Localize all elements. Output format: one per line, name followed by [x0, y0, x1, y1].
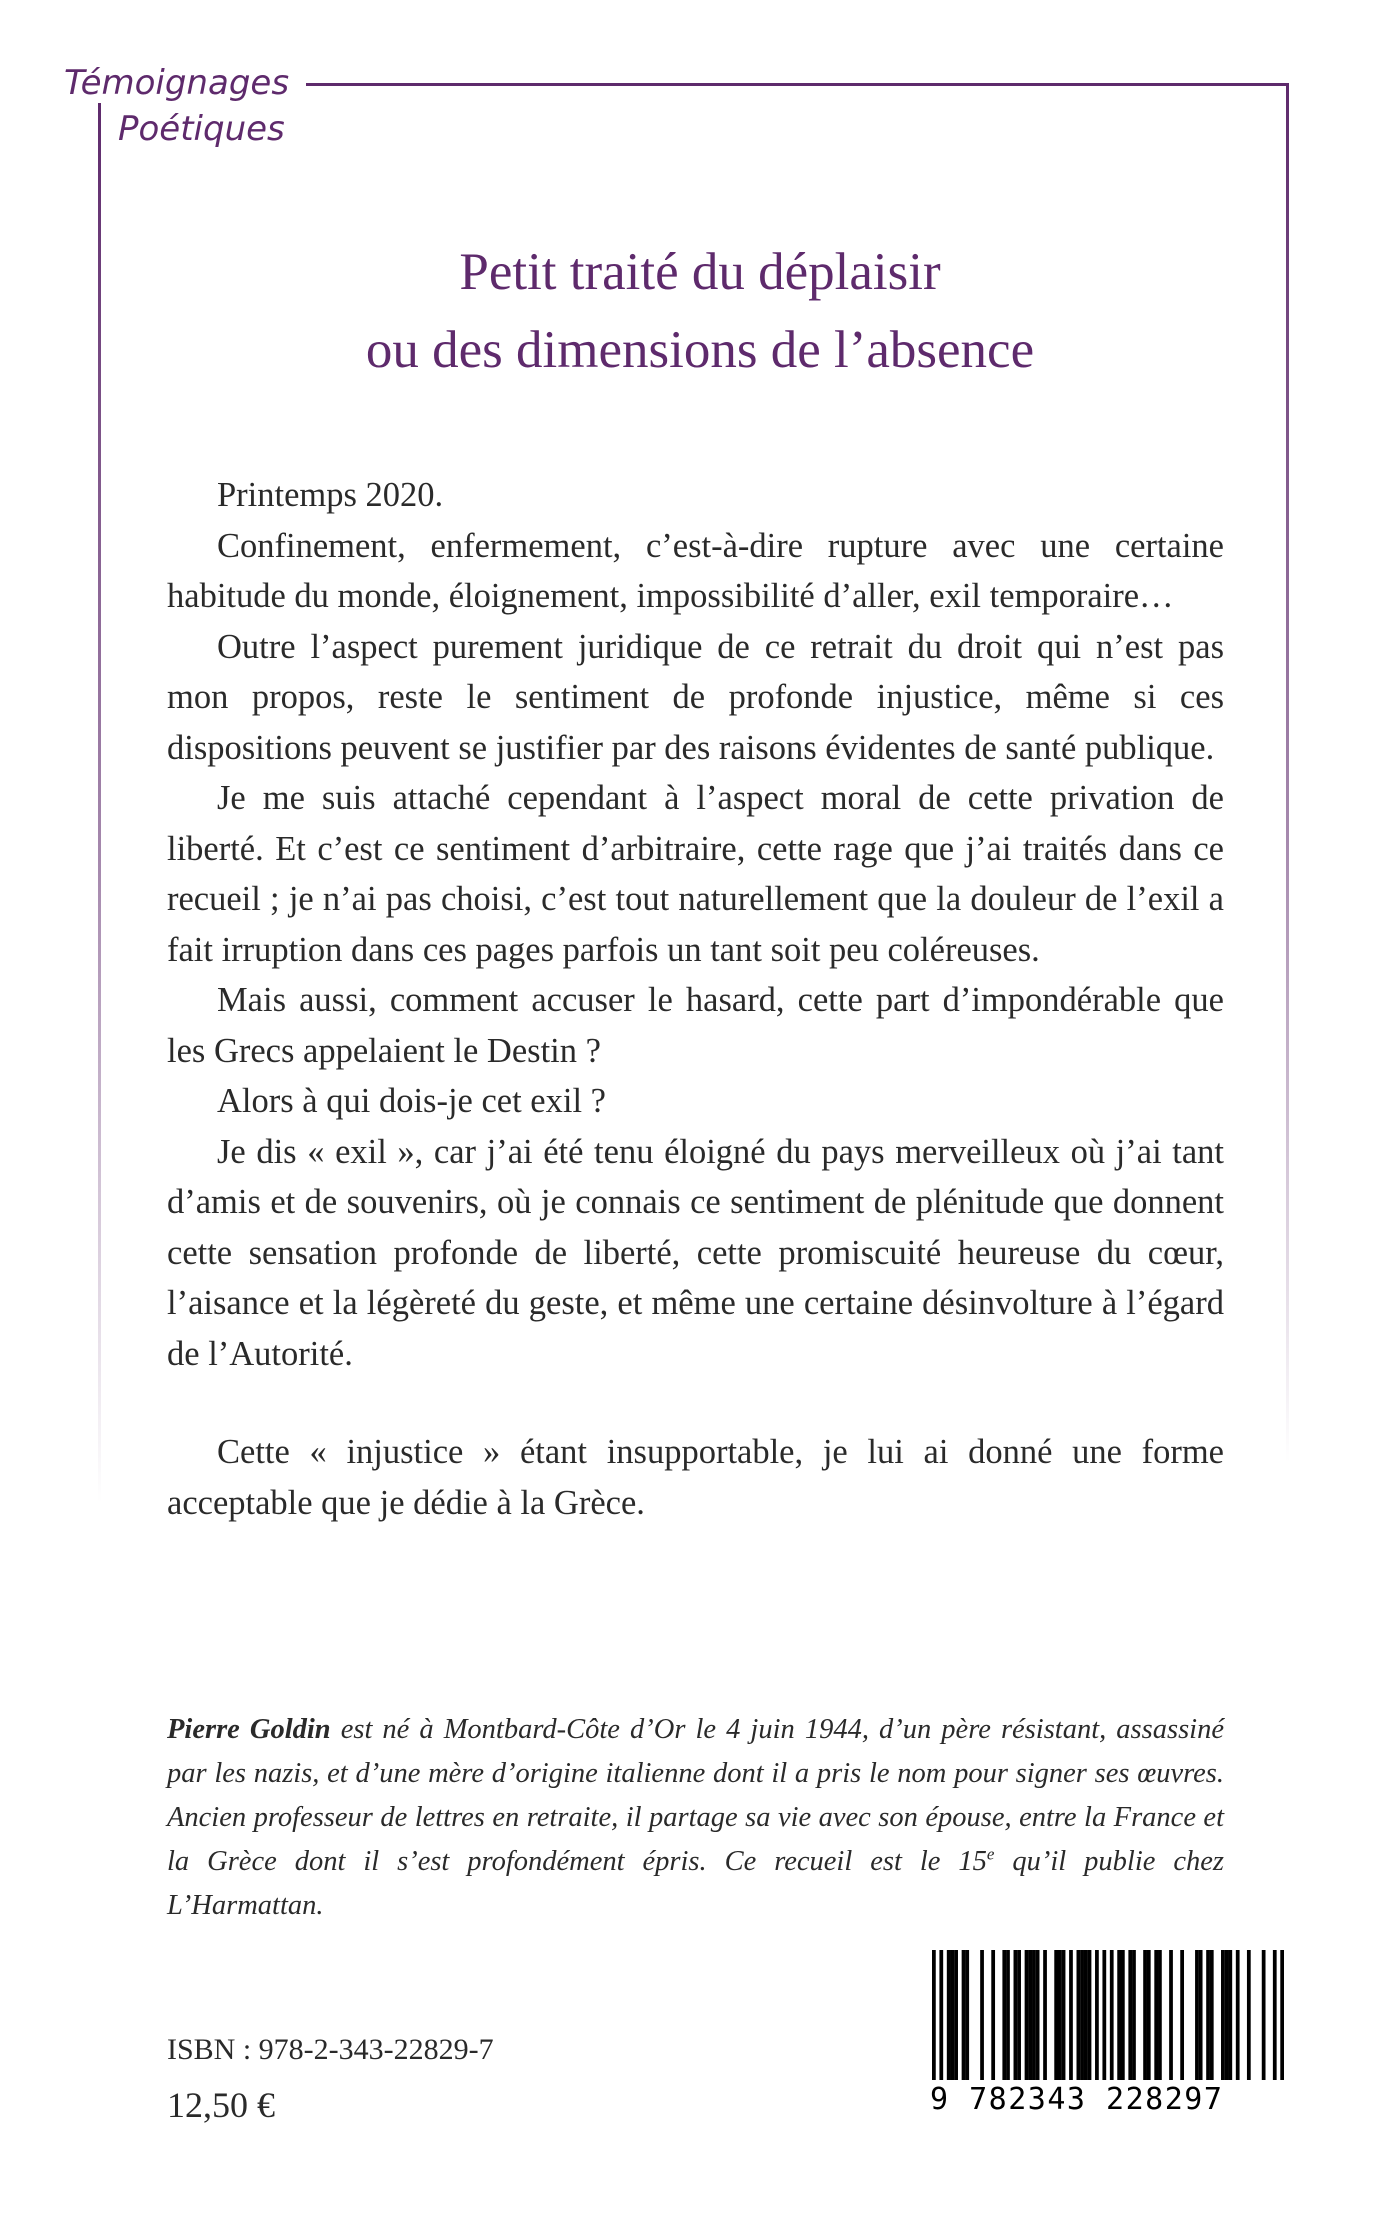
blurb-paragraph: Alors à qui dois-je cet exil ?: [217, 1082, 606, 1120]
barcode-bar: [1225, 1950, 1229, 2080]
barcode-bar: [1147, 1950, 1151, 2080]
isbn: ISBN : 978-2-343-22829-7: [167, 2033, 494, 2066]
barcode-bar: [932, 1950, 936, 2080]
barcode-bar: [1180, 1950, 1184, 2080]
barcode-bar: [965, 1950, 969, 2080]
blurb-paragraph: Confinement, enfermement, c’est-à-dire rupture avec une certaine habitude du monde, éloignement, impossibilité d’aller, exil temporaire…: [167, 526, 1224, 615]
barcode-bar: [1210, 1950, 1214, 2080]
blurb-paragraph-final: Cette « injustice » étant insupportable, je lui ai donné une forme acceptable que je dédie à la Grèce.: [167, 1433, 1224, 1522]
barcode-bar: [1128, 1950, 1132, 2080]
barcode-bar: [1206, 1950, 1210, 2080]
barcode-bar: [1262, 1950, 1266, 2080]
title-line-2: ou des dimensions de l’absence: [365, 321, 1035, 379]
barcode-bar: [1199, 1950, 1203, 2080]
barcode-bar: [1117, 1950, 1121, 2080]
barcode-bar: [1036, 1950, 1040, 2080]
barcode-bar: [1088, 1950, 1092, 2080]
collection-line-2: Poétiques: [118, 109, 285, 149]
barcode-bar: [1028, 1950, 1032, 2080]
barcode-bar: [1121, 1950, 1125, 2080]
barcode-bar: [991, 1950, 995, 2080]
blurb-paragraph: Je dis « exil », car j’ai été tenu éloigné du pays merveilleux où j’ai tant d’amis et de souvenirs, où je connais ce sentiment de plénitude que donnent cette sensation profonde de liberté, cette promiscuité heureuse du cœur, l’aisance et la légèreté du geste, et même une certaine désinvolture à l’égard de l’Autorité.: [167, 1132, 1224, 1373]
barcode-bar: [947, 1950, 951, 2080]
barcode-bar: [1014, 1950, 1018, 2080]
title-line-1: Petit traité du déplaisir: [459, 243, 941, 301]
frame-top-border: [306, 83, 1289, 86]
frame-left-border: [98, 103, 101, 1503]
barcode-bar: [1228, 1950, 1232, 2080]
barcode-bar: [1006, 1950, 1010, 2080]
barcode-bar: [1017, 1950, 1021, 2080]
barcode-bar: [1221, 1950, 1225, 2080]
barcode-bar: [1247, 1950, 1251, 2080]
barcode-bar: [1025, 1950, 1029, 2080]
barcode-bar: [1195, 1950, 1199, 2080]
barcode-bar: [1032, 1950, 1036, 2080]
bio-text: est né à Montbard-Côte d’Or le 4 juin 1944, d’un père résistant, assassiné par les nazis, et d’une mère d’origine italienne dont il a pris le nom pour signer ses œuvres. Ancien professeur de lettres en retraite, il partage sa vie avec son épouse, entre la France et la Grèce dont il s’est profondément épris. Ce recueil est le 15: [167, 1714, 1224, 1877]
barcode-bar: [1158, 1950, 1162, 2080]
barcode-bar: [1102, 1950, 1106, 2080]
barcode-bar: [1273, 1950, 1277, 2080]
author-bio: [167, 1708, 1224, 1928]
blurb-paragraph: Outre l’aspect purement juridique de ce retrait du droit qui n’est pas mon propos, reste le sentiment de profonde injustice, même si ces dispositions peuvent se justifier par des raisons évidentes de santé publique.: [167, 627, 1224, 767]
barcode: [932, 1950, 1284, 2080]
frame-right-border: [1286, 83, 1289, 1463]
barcode-bar: [1054, 1950, 1058, 2080]
barcode-bar: [951, 1950, 955, 2080]
barcode-bar: [962, 1950, 966, 2080]
collection-name: [60, 60, 320, 152]
barcode-bar: [1002, 1950, 1006, 2080]
barcode-bar: [1058, 1950, 1062, 2080]
barcode-bar: [980, 1950, 984, 2080]
blurb-paragraph: Je me suis attaché cependant à l’aspect moral de cette privation de liberté. Et c’est ce sentiment d’arbitraire, cette rage que j’ai traités dans ce recueil ; je n’ai pas choisi, c’est tout naturellement que la douleur de l’exil a fait irruption dans ces pages parfois un tant soit peu coléreuses.: [167, 779, 1224, 969]
price: 12,50 €: [167, 2085, 275, 2125]
blurb-paragraph: Mais aussi, comment accuser le hasard, cette part d’impondérable que les Grecs appelaient le Destin ?: [167, 981, 1224, 1070]
barcode-bar: [939, 1950, 943, 2080]
author-name: Pierre Goldin: [167, 1714, 331, 1745]
barcode-bar: [1084, 1950, 1088, 2080]
barcode-bar: [1110, 1950, 1114, 2080]
collection-line-1: Témoignages: [64, 63, 290, 103]
barcode-bar: [1169, 1950, 1173, 2080]
barcode-bar: [954, 1950, 958, 2080]
barcode-bar: [1280, 1950, 1284, 2080]
book-title: [200, 233, 1200, 389]
barcode-bar: [1043, 1950, 1047, 2080]
barcode-bar: [1069, 1950, 1073, 2080]
barcode-bar: [1154, 1950, 1158, 2080]
barcode-bar: [1062, 1950, 1066, 2080]
bio-text-end: qu’il publie chez L’Harmattan.: [167, 1846, 1224, 1921]
barcode-bar: [1095, 1950, 1099, 2080]
barcode-bar: [1077, 1950, 1081, 2080]
barcode-bar: [1132, 1950, 1136, 2080]
blurb-paragraph: Printemps 2020.: [217, 476, 444, 514]
bio-ordinal: e: [986, 1844, 995, 1864]
barcode-bar: [1080, 1950, 1084, 2080]
barcode-digits: 9 782343 228297: [930, 2082, 1224, 2117]
blurb: [167, 470, 1224, 1528]
barcode-bar: [1143, 1950, 1147, 2080]
barcode-bar: [1236, 1950, 1240, 2080]
